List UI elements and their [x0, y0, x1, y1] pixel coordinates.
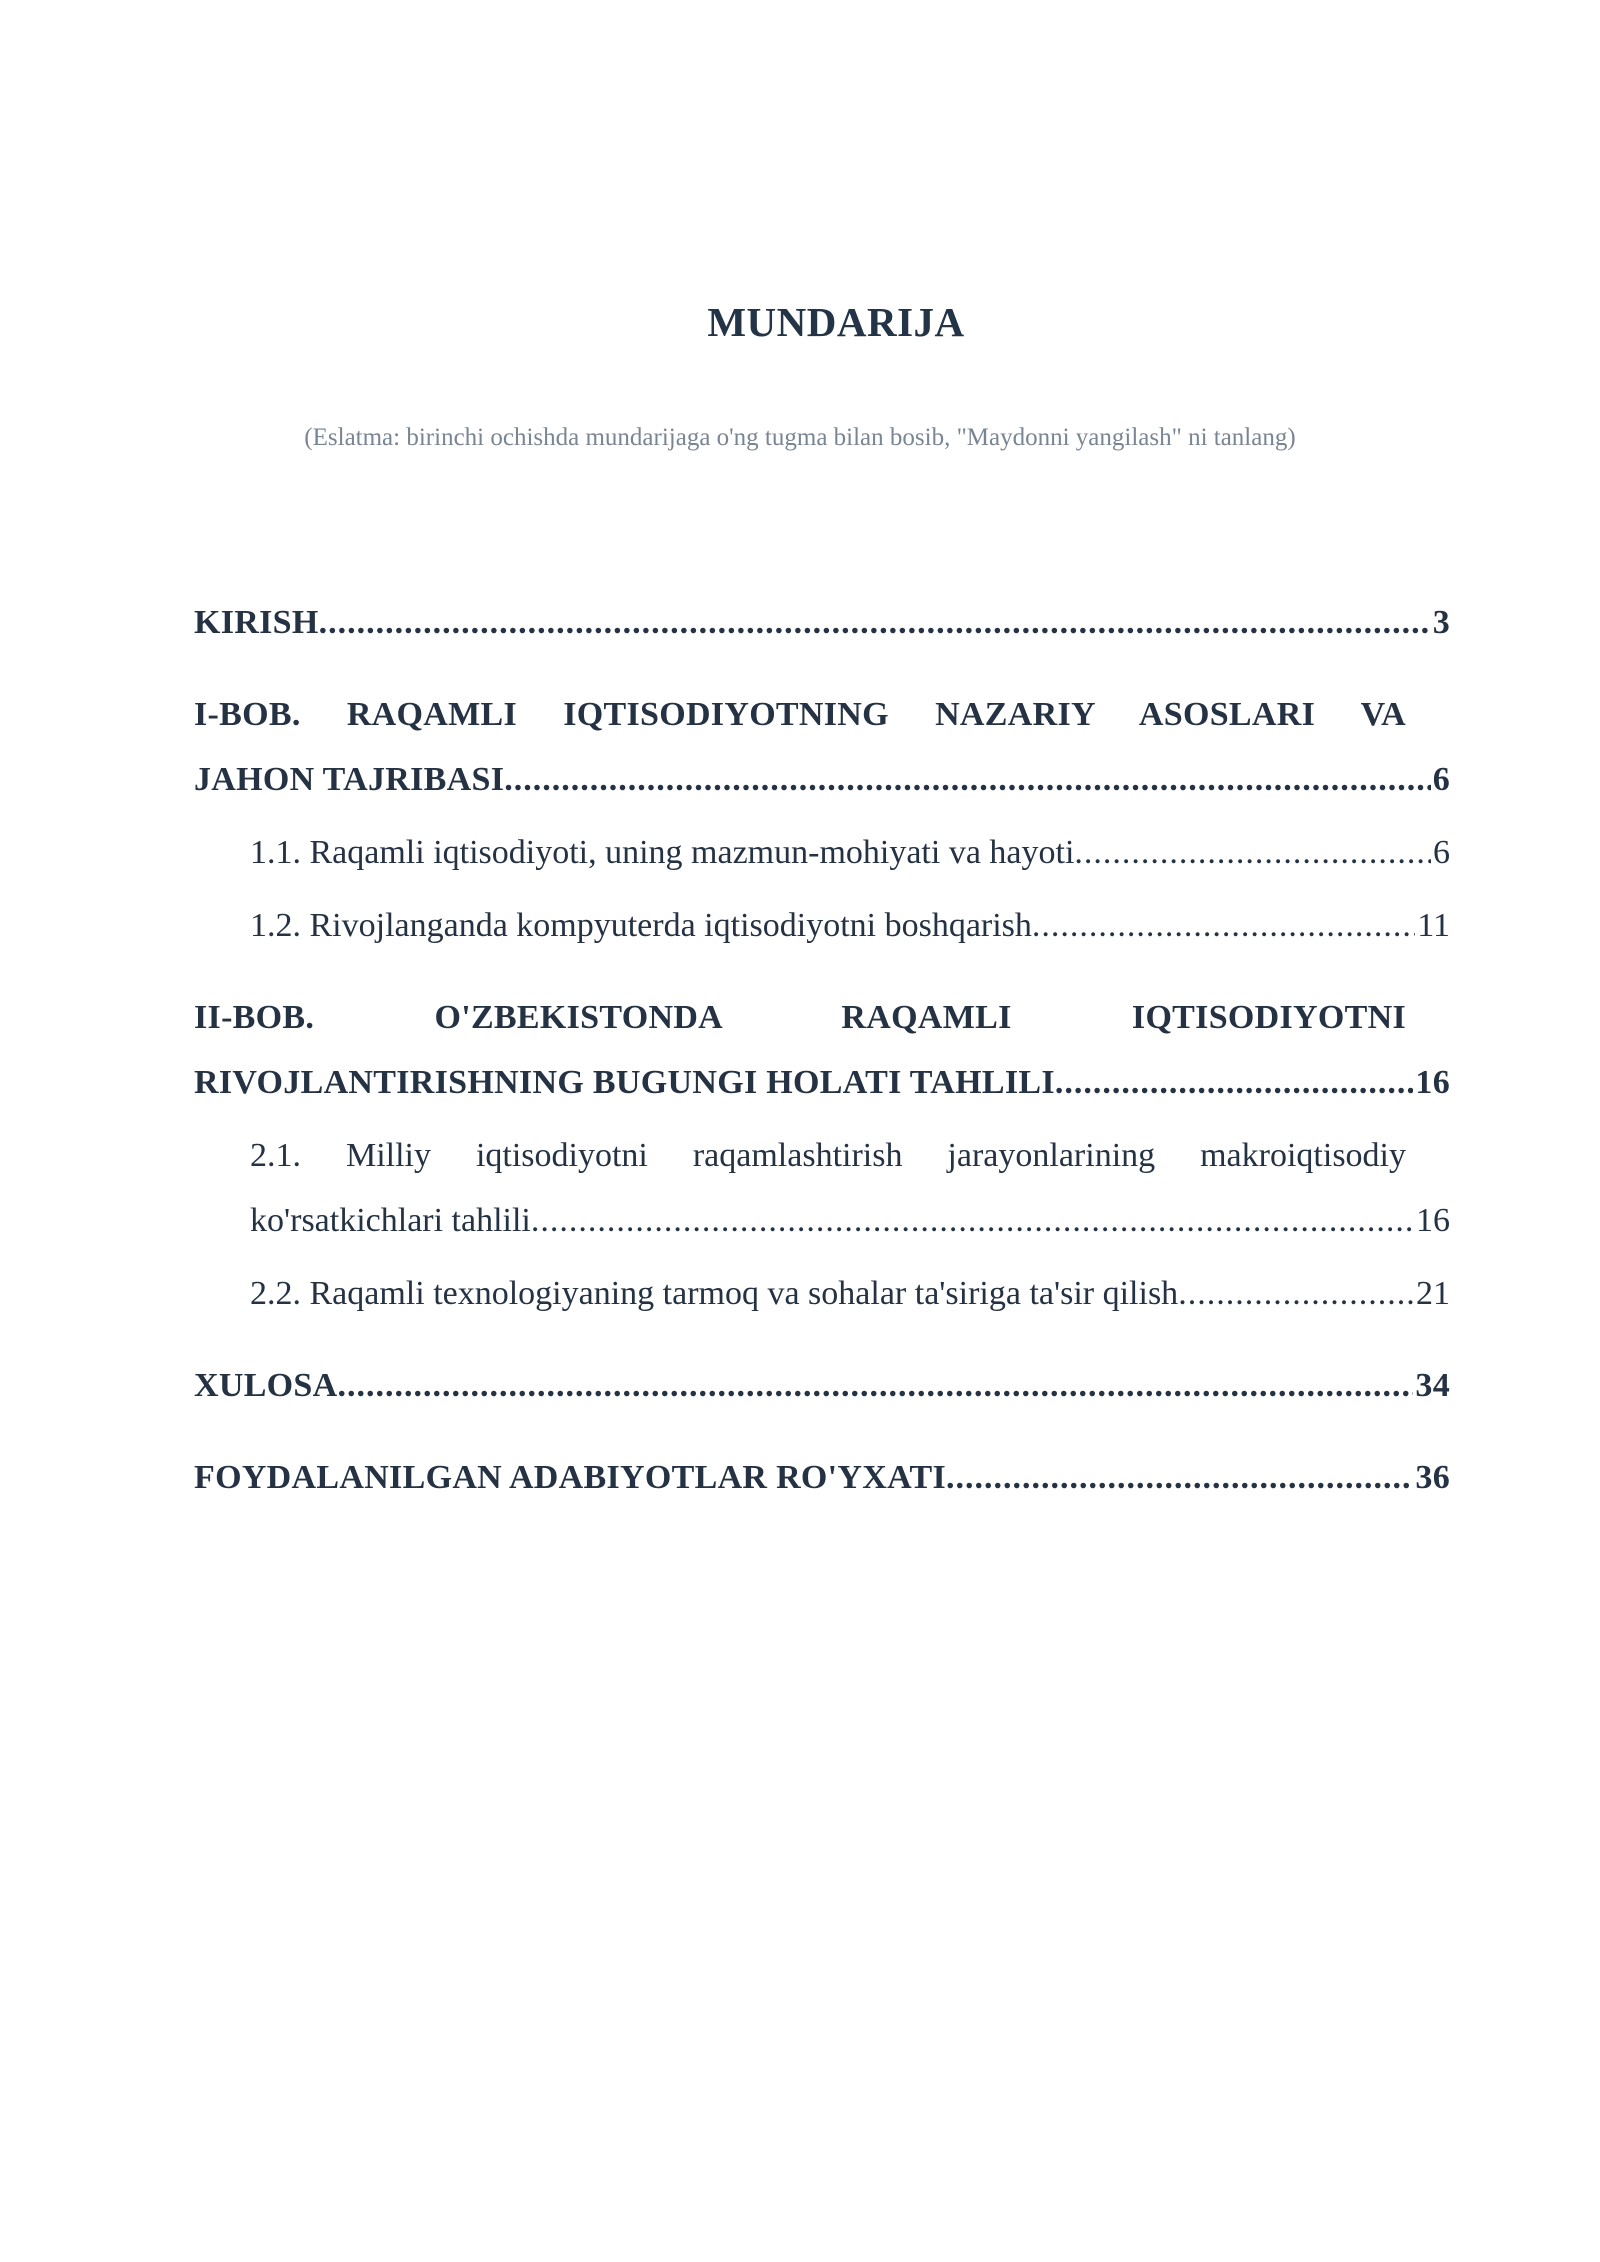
dot-leader — [504, 747, 1430, 812]
toc-entry-label-line1: II-BOB. O'ZBEKISTONDA RAQAMLI IQTISODIYOTNI — [194, 999, 1406, 1036]
toc-page-number: 36 — [1415, 1459, 1450, 1496]
dot-leader — [1074, 820, 1431, 885]
table-of-contents — [194, 590, 1450, 1510]
toc-page-number: 6 — [1433, 834, 1450, 871]
toc-page-number: 16 — [1415, 1064, 1450, 1101]
update-note: (Eslatma: birinchi ochishda mundarijaga o'ng tugma bilan bosib, "Maydonni yangilash" ni tanlang) — [304, 424, 1296, 451]
toc-entry-xulosa[interactable] — [194, 1353, 1450, 1418]
toc-page-number: 6 — [1432, 761, 1450, 798]
dot-leader — [1178, 1261, 1414, 1326]
toc-entry-label: 1.2. Rivojlanganda kompyuterda iqtisodiyotni boshqarish — [250, 907, 1032, 944]
toc-entry-label: XULOSA — [194, 1367, 338, 1404]
toc-page-number: 21 — [1416, 1275, 1450, 1312]
toc-entry-adabiyotlar[interactable] — [194, 1445, 1450, 1510]
dot-leader — [338, 1353, 1414, 1418]
toc-entry-1-1[interactable] — [194, 820, 1450, 885]
toc-entry-label-line2: RIVOJLANTIRISHNING BUGUNGI HOLATI TAHLILI — [194, 1064, 1055, 1101]
toc-entry-label-line1: I-BOB. RAQAMLI IQTISODIYOTNING NAZARIY ASOSLARI VA — [194, 696, 1406, 733]
toc-entry-label-line1: 2.1. Milliy iqtisodiyotni raqamlashtirish jarayonlarining makroiqtisodiy — [250, 1137, 1406, 1174]
toc-entry-bob1[interactable] — [194, 682, 1450, 812]
toc-entry-kirish[interactable] — [194, 590, 1450, 655]
dot-leader — [319, 590, 1431, 655]
dot-leader — [946, 1445, 1413, 1510]
toc-entry-2-1[interactable] — [194, 1123, 1450, 1253]
toc-page-number: 16 — [1416, 1202, 1450, 1239]
dot-leader — [1032, 893, 1415, 958]
toc-entry-label-line2: JAHON TAJRIBASI — [194, 761, 505, 798]
toc-page-number: 3 — [1432, 604, 1450, 641]
page-title: MUNDARIJA — [707, 299, 965, 345]
toc-entry-label: 1.1. Raqamli iqtisodiyoti, uning mazmun-mohiyati va hayoti — [250, 834, 1075, 871]
toc-entry-2-2[interactable] — [194, 1261, 1450, 1326]
toc-entry-label: 2.2. Raqamli texnologiyaning tarmoq va sohalar ta'siriga ta'sir qilish — [250, 1275, 1179, 1312]
toc-page-number: 11 — [1417, 907, 1450, 944]
toc-entry-bob2[interactable] — [194, 985, 1450, 1115]
dot-leader — [1055, 1050, 1414, 1115]
dot-leader — [531, 1188, 1414, 1253]
toc-entry-label: KIRISH — [194, 604, 319, 641]
toc-entry-1-2[interactable] — [194, 893, 1450, 958]
toc-entry-label-line2: ko'rsatkichlari tahlili — [250, 1202, 531, 1239]
toc-entry-label: FOYDALANILGAN ADABIYOTLAR RO'YXATI — [194, 1459, 946, 1496]
toc-page-number: 34 — [1415, 1367, 1450, 1404]
